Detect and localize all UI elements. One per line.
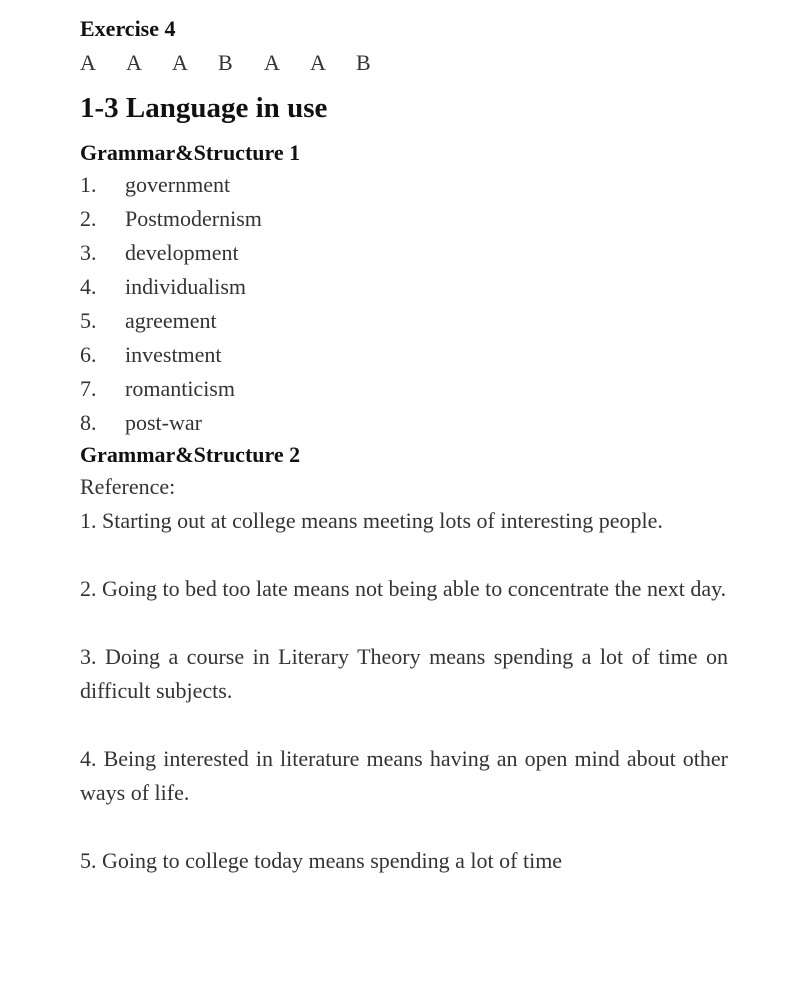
exercise-heading: Exercise 4 xyxy=(80,16,176,41)
item-word: post-war xyxy=(125,410,202,435)
item-number: 2. xyxy=(80,206,97,231)
item-number: 3. xyxy=(80,240,97,265)
reference-sentence: 3. Doing a course in Literary Theory means spending a lot of time on difficult subjects. xyxy=(80,644,728,703)
item-word: development xyxy=(125,240,239,265)
reference-label: Reference: xyxy=(80,474,176,499)
item-number: 8. xyxy=(80,410,97,435)
list-item xyxy=(80,270,728,304)
list-item xyxy=(80,338,728,372)
document-page xyxy=(80,14,728,878)
grammar2-heading: Grammar&Structure 2 xyxy=(80,442,301,467)
grammar1-heading: Grammar&Structure 1 xyxy=(80,140,301,165)
item-number: 6. xyxy=(80,342,97,367)
reference-sentence: 2. Going to bed too late means not being able to concentrate the next day. xyxy=(80,576,727,601)
item-word: government xyxy=(125,172,231,197)
list-item xyxy=(80,202,728,236)
item-word: investment xyxy=(125,342,222,367)
section-heading: 1-3 Language in use xyxy=(80,92,328,124)
list-item xyxy=(80,236,728,270)
item-word: agreement xyxy=(125,308,217,333)
item-number: 5. xyxy=(80,308,97,333)
answer-item: B xyxy=(218,50,233,75)
item-word: individualism xyxy=(125,274,246,299)
item-number: 1. xyxy=(80,172,97,197)
item-number: 4. xyxy=(80,274,97,299)
item-number: 7. xyxy=(80,376,97,401)
item-word: romanticism xyxy=(125,376,235,401)
vocab-list xyxy=(80,168,728,440)
answer-item: A xyxy=(126,50,142,75)
list-item xyxy=(80,304,728,338)
exercise-answers xyxy=(80,44,728,84)
answer-item: A xyxy=(80,50,96,75)
reference-sentence: 1. Starting out at college means meeting lots of interesting people. xyxy=(80,508,663,533)
answer-item: A xyxy=(264,50,280,75)
reference-sentence: 5. Going to college today means spending a lot of time xyxy=(80,848,563,873)
reference-sentence: 4. Being interested in literature means having an open mind about other ways of life. xyxy=(80,746,728,805)
item-word: Postmodernism xyxy=(125,206,262,231)
answer-item: A xyxy=(310,50,326,75)
sentence-list xyxy=(80,504,728,878)
answer-item: A xyxy=(172,50,188,75)
list-item xyxy=(80,406,728,440)
list-item xyxy=(80,372,728,406)
list-item xyxy=(80,168,728,202)
answer-item: B xyxy=(356,50,371,75)
